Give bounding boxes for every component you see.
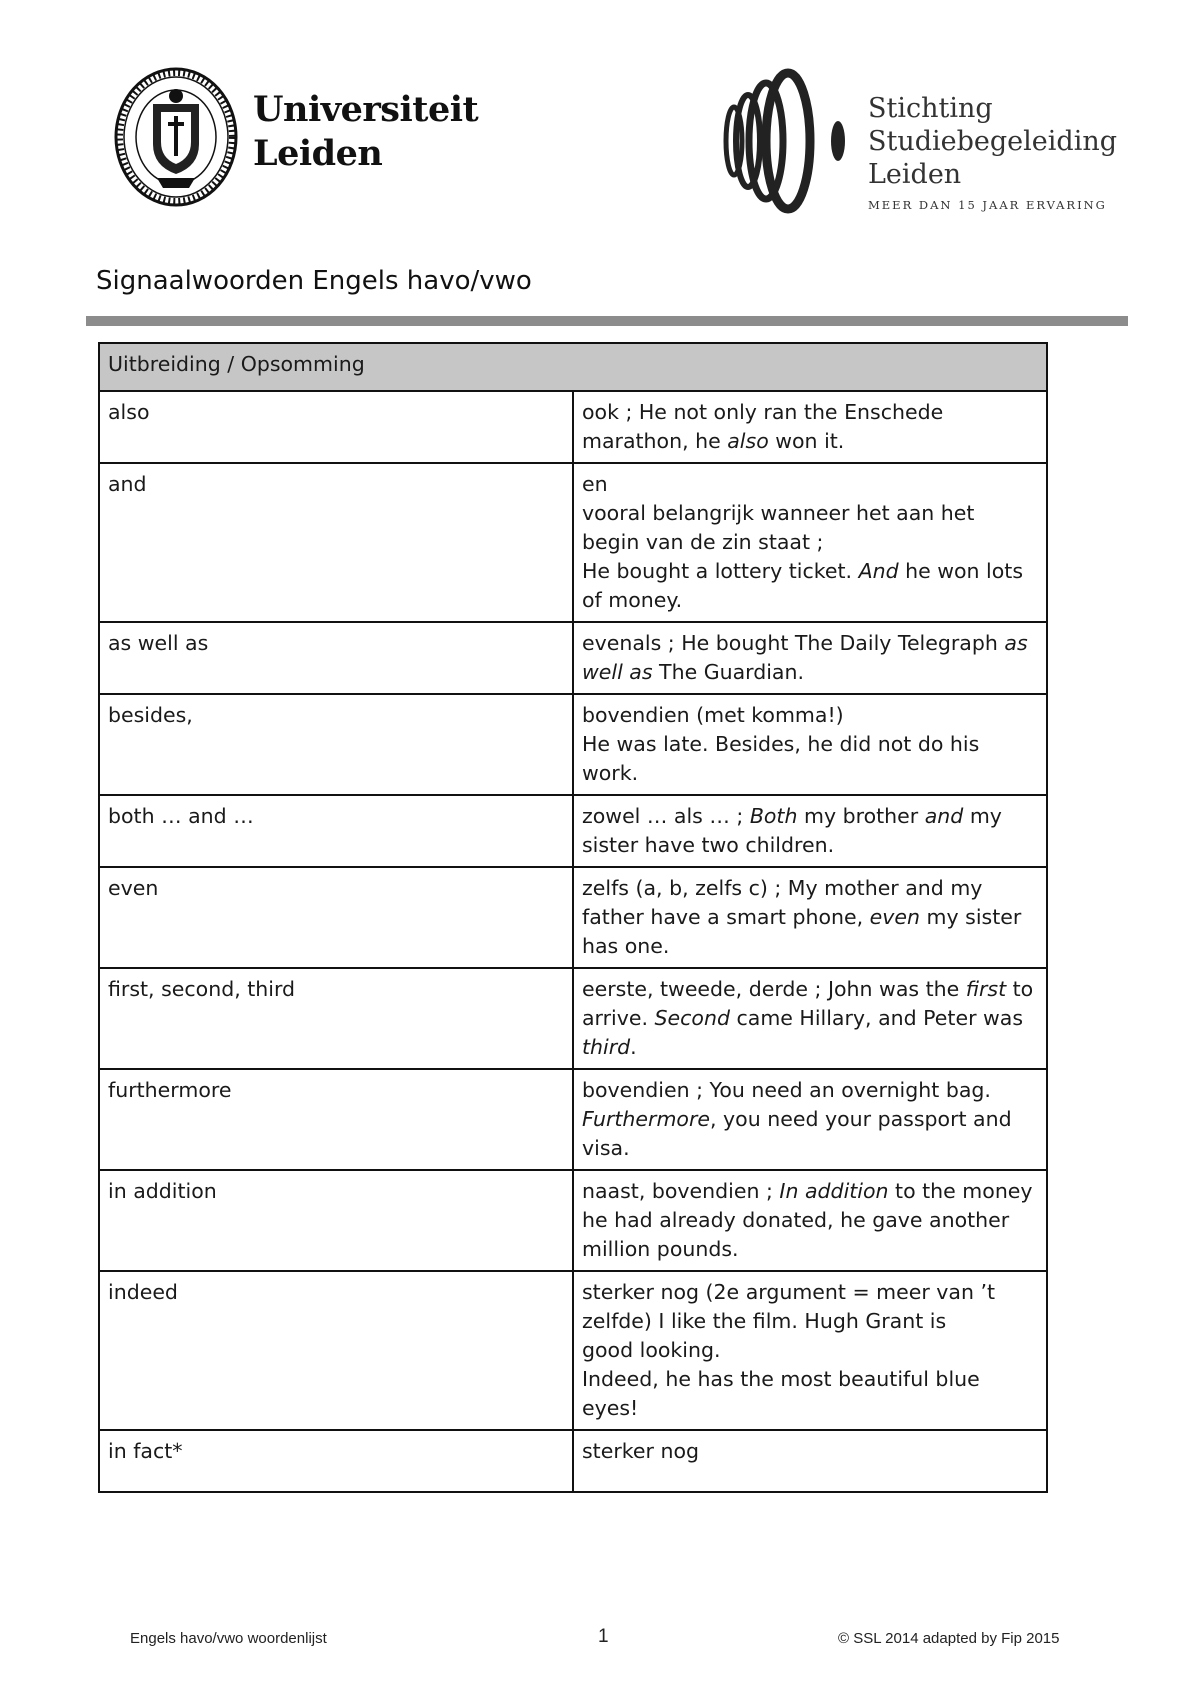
table-body bbox=[99, 343, 1047, 1492]
example-text: he won lots of money. bbox=[582, 559, 1024, 612]
table-row bbox=[99, 1430, 1047, 1492]
example-emphasis: And bbox=[858, 559, 899, 583]
example-text: came Hillary, and Peter was bbox=[729, 1006, 1024, 1030]
university-seal-icon bbox=[113, 66, 239, 208]
translation-example bbox=[573, 463, 1047, 622]
translation-example bbox=[573, 867, 1047, 968]
table-row bbox=[99, 694, 1047, 795]
example-text: bovendien (met komma!) bbox=[582, 703, 844, 727]
table-row bbox=[99, 622, 1047, 694]
university-name-line1: Universiteit bbox=[253, 89, 479, 130]
example-text: my brother bbox=[797, 804, 925, 828]
table-row bbox=[99, 391, 1047, 463]
translation-example bbox=[573, 968, 1047, 1069]
example-text: bovendien ; You need an overnight bag. bbox=[582, 1078, 991, 1102]
example-text: zelfs (a, b, zelfs c) ; My mother and my father have a smart phone, bbox=[582, 876, 983, 929]
example-emphasis: first bbox=[965, 977, 1007, 1001]
ssl-tagline: MEER DAN 15 JAAR ERVARING bbox=[868, 198, 1107, 212]
example-emphasis: and bbox=[924, 804, 964, 828]
example-emphasis: as well as bbox=[582, 631, 1028, 684]
university-name-line2: Leiden bbox=[253, 133, 383, 174]
translation-example bbox=[573, 622, 1047, 694]
example-text: to arrive. bbox=[582, 977, 1034, 1030]
translation-example bbox=[573, 391, 1047, 463]
signal-word: indeed bbox=[99, 1271, 573, 1430]
ssl-logo bbox=[718, 66, 1118, 216]
example-text: He was late. Besides, he did not do his work. bbox=[582, 732, 980, 785]
example-text: good looking. bbox=[582, 1338, 721, 1362]
example-emphasis: Second bbox=[654, 1006, 730, 1030]
signal-word: in fact* bbox=[99, 1430, 573, 1492]
signal-word: even bbox=[99, 867, 573, 968]
ssl-name-line3: Leiden bbox=[868, 159, 962, 190]
example-text: Indeed, he has the most beautiful blue eyes! bbox=[582, 1367, 980, 1420]
example-emphasis: Both bbox=[749, 804, 798, 828]
footer-document-name: Engels havo/vwo woordenlijst bbox=[130, 1630, 327, 1647]
translation-example bbox=[573, 795, 1047, 867]
ssl-rings-icon bbox=[718, 66, 850, 216]
translation-example bbox=[573, 694, 1047, 795]
example-text: . bbox=[630, 1035, 637, 1059]
example-text: won it. bbox=[768, 429, 845, 453]
example-emphasis: even bbox=[869, 905, 920, 929]
signal-word: both … and … bbox=[99, 795, 573, 867]
example-text: my sister has one. bbox=[582, 905, 1022, 958]
translation-example bbox=[573, 1271, 1047, 1430]
table-row bbox=[99, 795, 1047, 867]
signal-word: as well as bbox=[99, 622, 573, 694]
footer-copyright: © SSL 2014 adapted by Fip 2015 bbox=[838, 1630, 1060, 1647]
translation-example bbox=[573, 1069, 1047, 1170]
title-divider bbox=[86, 316, 1128, 326]
translation-example bbox=[573, 1170, 1047, 1271]
example-text: The Guardian. bbox=[652, 660, 804, 684]
signal-word: also bbox=[99, 391, 573, 463]
table-row bbox=[99, 1271, 1047, 1430]
signal-word: first, second, third bbox=[99, 968, 573, 1069]
example-text: sterker nog bbox=[582, 1439, 700, 1463]
signal-words-table bbox=[98, 342, 1048, 1493]
example-text: zowel … als … ; bbox=[582, 804, 750, 828]
table-row bbox=[99, 867, 1047, 968]
page-title: Signaalwoorden Engels havo/vwo bbox=[96, 266, 532, 296]
example-text: ook ; He not only ran the Enschede marathon, he bbox=[582, 400, 944, 453]
example-text: naast, bovendien ; bbox=[582, 1179, 780, 1203]
signal-word: besides, bbox=[99, 694, 573, 795]
example-emphasis: Furthermore bbox=[582, 1107, 711, 1131]
example-emphasis: also bbox=[727, 429, 769, 453]
example-text: to the money he had already donated, he gave another million pounds. bbox=[582, 1179, 1033, 1261]
example-text: sterker nog (2e argument = meer van ’t zelfde) I like the film. Hugh Grant is bbox=[582, 1280, 996, 1333]
table-row bbox=[99, 968, 1047, 1069]
example-text: eerste, tweede, derde ; John was the bbox=[582, 977, 966, 1001]
signal-word: in addition bbox=[99, 1170, 573, 1271]
section-header: Uitbreiding / Opsomming bbox=[99, 343, 1047, 391]
example-text: He bought a lottery ticket. bbox=[582, 559, 859, 583]
example-text: , you need your passport and visa. bbox=[582, 1107, 1012, 1160]
section-header-row bbox=[99, 343, 1047, 391]
example-emphasis: In addition bbox=[779, 1179, 889, 1203]
signal-word: and bbox=[99, 463, 573, 622]
translation-example bbox=[573, 1430, 1047, 1492]
table-row bbox=[99, 1069, 1047, 1170]
example-text: en bbox=[582, 472, 608, 496]
universiteit-leiden-logo bbox=[113, 66, 479, 214]
university-name bbox=[253, 88, 478, 176]
example-text: evenals ; He bought The Daily Telegraph bbox=[582, 631, 1005, 655]
ssl-name-line2: Studiebegeleiding bbox=[868, 126, 1117, 157]
example-text: vooral belangrijk wanneer het aan het begin van de zin staat ; bbox=[582, 501, 975, 554]
example-emphasis: third bbox=[582, 1035, 631, 1059]
table-row bbox=[99, 1170, 1047, 1271]
ssl-name-line1: Stichting bbox=[868, 93, 993, 124]
example-text: my sister have two children. bbox=[582, 804, 1002, 857]
footer-page-number: 1 bbox=[598, 1626, 609, 1647]
signal-word: furthermore bbox=[99, 1069, 573, 1170]
table-row bbox=[99, 463, 1047, 622]
ssl-name bbox=[868, 92, 1117, 191]
